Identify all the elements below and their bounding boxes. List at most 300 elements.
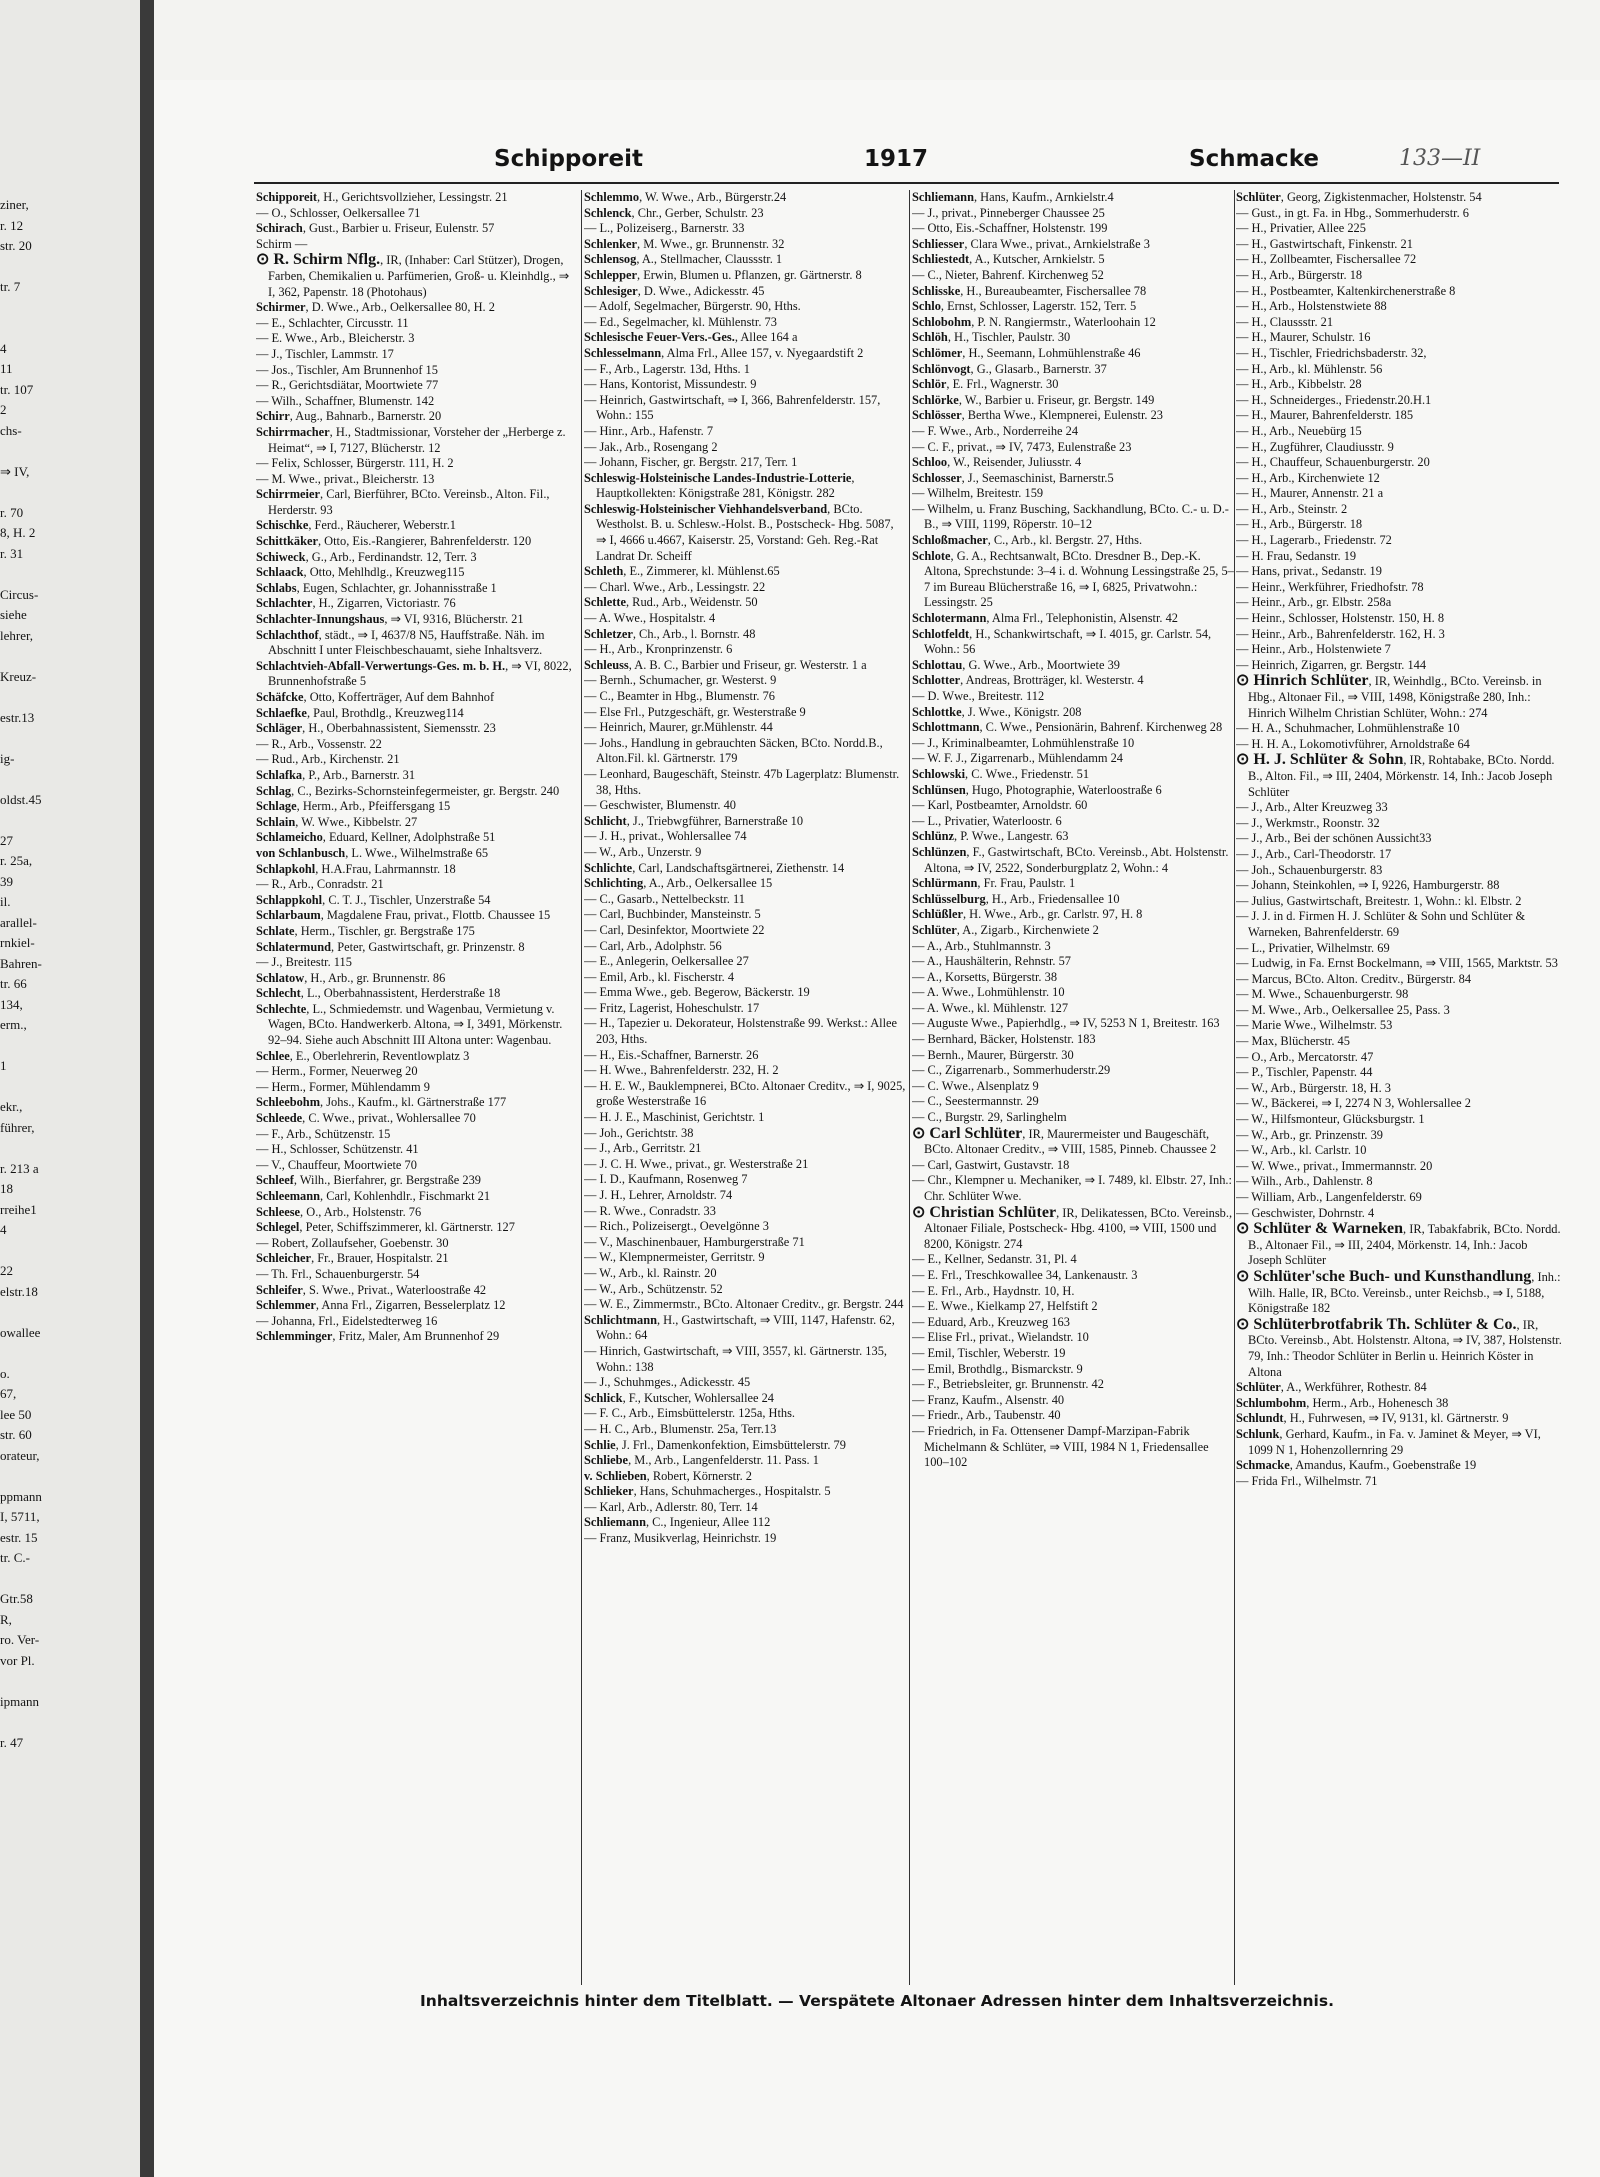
directory-entry: — W., Arb., Bürgerstr. 18, H. 3 — [1236, 1080, 1392, 1095]
directory-entry: Schlick, F., Kutscher, Wohlersallee 24 — [584, 1390, 775, 1405]
directory-entry: — H., Maurer, Schulstr. 16 — [1236, 330, 1371, 345]
directory-entry: — I. D., Kaufmann, Rosenweg 7 — [584, 1172, 748, 1187]
directory-entry: Schlegel, Peter, Schiffszimmerer, kl. Gärtnerstr. 127 — [256, 1220, 515, 1235]
directory-entry: — Julius, Gastwirtschaft, Breitestr. 1, Wohn.: kl. Elbstr. 2 — [1236, 893, 1522, 908]
directory-entry: — H. H. A., Lokomotivführer, Arnoldstraße 64 — [1236, 736, 1470, 751]
fragment-line: orateur, — [0, 1447, 40, 1463]
fragment-line — [0, 564, 60, 585]
directory-entry: Schleede, C. Wwe., privat., Wohlersallee 70 — [256, 1111, 476, 1126]
fragment-line: 4 — [0, 340, 7, 356]
directory-entry: — Friedrich, in Fa. Ottensener Dampf-Marzipan-Fabrik Michelmann & Schlüter, ⇒ VIII, 1984 N 1, Friedensallee 100–102 — [912, 1423, 1209, 1470]
fragment-line — [0, 298, 60, 319]
directory-entry: Schlöh, H., Tischler, Paulstr. 30 — [912, 330, 1071, 345]
fragment-line: owallee — [0, 1324, 41, 1340]
directory-entry: — Otto, Eis.-Schaffner, Holstenstr. 199 — [912, 221, 1108, 236]
directory-entry: — Robert, Zollaufseher, Goebenstr. 30 — [256, 1235, 449, 1250]
directory-entry: — F., Arb., Schützenstr. 15 — [256, 1126, 391, 1141]
directory-entry: Schlichtmann, H., Gastwirtschaft, ⇒ VIII, 1147, Hafenstr. 62, Wohn.: 64 — [584, 1312, 895, 1343]
column-divider — [909, 190, 910, 1985]
fragment-line — [0, 646, 60, 667]
directory-entry: Schittkäker, Otto, Eis.-Rangierer, Bahrenfelderstr. 120 — [256, 534, 532, 549]
directory-entry: — C., Beamter in Hbg., Blumenstr. 76 — [584, 689, 776, 703]
directory-entry: — Heinr., Arb., gr. Elbstr. 258a — [1236, 595, 1392, 610]
directory-entry: Schlecht, L., Oberbahnassistent, Herderstraße 18 — [256, 986, 501, 1001]
fragment-line: ekr., — [0, 1099, 23, 1114]
directory-entry: Schirach, Gust., Barbier u. Friseur, Eulenstr. 57 — [256, 221, 495, 236]
directory-entry: Schleuss, A. B. C., Barbier und Friseur, gr. Westerstr. 1 a — [584, 657, 867, 672]
fragment-line — [0, 687, 60, 708]
directory-entry: — E. Frl., Arb., Haydnstr. 10, H. — [912, 1283, 1075, 1298]
fragment-line: ⇒ IV, — [0, 463, 30, 479]
directory-entry: Schlachtvieh-Abfall-Verwertungs-Ges. m. b. H., ⇒ VI, 8022, Brunnenhofstraße 5 — [256, 658, 572, 689]
directory-entry: — Carl, Arb., Adolphstr. 56 — [584, 938, 722, 953]
directory-entry: — Hinr., Arb., Hafenstr. 7 — [584, 423, 714, 438]
column-divider — [581, 190, 582, 1985]
fragment-line: Gtr.58 — [0, 1591, 33, 1606]
directory-entry: ⊙ R. Schirm Nflg., IR, (Inhaber: Carl Stützer), Drogen, Farben, Chemikalien u. Parfümerien, Groß- u. Kleinhdlg., ⇒ I, 362, Papenstr. 18 (Photohaus) — [256, 251, 570, 299]
directory-entry: — M. Wwe., Arb., Oelkersallee 25, Pass. 3 — [1236, 1002, 1450, 1017]
directory-entry: — H., Maurer, Annenstr. 21 a — [1236, 486, 1384, 501]
directory-entry: Schlabs, Eugen, Schlachter, gr. Johannisstraße 1 — [256, 580, 497, 595]
fragment-line: ipmann — [0, 1693, 39, 1709]
header-year: 1917 — [864, 146, 929, 172]
directory-entry: Schleswig-Holsteinische Landes-Industrie-Lotterie, Hauptkollekten: Königstraße 281, Königstr. 282 — [584, 470, 855, 501]
directory-entry: — Fritz, Lagerist, Hoheschulstr. 17 — [584, 1000, 760, 1015]
directory-entry: — H., Schlosser, Schützenstr. 41 — [256, 1142, 419, 1157]
directory-entry: — C., Seestermannstr. 29 — [912, 1094, 1039, 1109]
directory-entry: — Th. Frl., Schauenburgerstr. 54 — [256, 1266, 420, 1281]
directory-entry: Schlüsselburg, H., Arb., Friedensallee 10 — [912, 891, 1120, 906]
fragment-line: 2 — [0, 402, 7, 417]
directory-entry: — Eduard, Arb., Kreuzweg 163 — [912, 1314, 1070, 1329]
fragment-line: lehrer, — [0, 627, 34, 643]
directory-entry: — H., Arb., Bürgerstr. 18 — [1236, 267, 1363, 282]
fragment-line: str. 20 — [0, 238, 32, 253]
directory-entry: Schlichte, Carl, Landschaftsgärtnerei, Ziethenstr. 14 — [584, 860, 845, 875]
directory-entry: Schleese, O., Arb., Holstenstr. 76 — [256, 1204, 422, 1219]
fragment-line: siehe — [0, 607, 27, 622]
fragment-line — [0, 769, 60, 790]
directory-entry: ⊙ Schlüterbrotfabrik Th. Schlüter & Co., IR, BCto. Vereinsb., Abt. Holstenstr. Altona, ⇒ IV, 387, Holstenstr. 79, Inh.: Theodor Schlüter in Berlin u. Heinrich Köster in Altona — [1236, 1315, 1562, 1379]
directory-entry: — W. F. J., Zigarrenarb., Mühlendamm 24 — [912, 751, 1123, 766]
directory-entry: — Carl, Gastwirt, Gustavstr. 18 — [912, 1157, 1070, 1172]
directory-entry: — A. Wwe., Lohmühlenstr. 10 — [912, 985, 1065, 1000]
directory-entry: Schlette, Rud., Arb., Weidenstr. 50 — [584, 595, 758, 610]
directory-entry: Schlappkohl, C. T. J., Tischler, Unzerstraße 54 — [256, 892, 491, 907]
directory-entry: — Carl, Buchbinder, Mansteinstr. 5 — [584, 907, 761, 922]
directory-entry: — H., Lagerarb., Friedenstr. 72 — [1236, 533, 1392, 548]
directory-entry: — Auguste Wwe., Papierhdlg., ⇒ IV, 5253 N 1, Breitestr. 163 — [912, 1016, 1220, 1031]
directory-entry: — M. Wwe., Schauenburgerstr. 98 — [1236, 987, 1409, 1002]
directory-entry: — W., Arb., kl. Carlstr. 10 — [1236, 1143, 1367, 1158]
directory-entry: — F. C., Arb., Eimsbüttelerstr. 125a, Hths. — [584, 1406, 796, 1421]
directory-entry: Schlottke, J. Wwe., Königstr. 208 — [912, 704, 1082, 719]
directory-entry: ⊙ Christian Schlüter, IR, Delikatessen, BCto. Vereinsb., Altonaer Filiale, Postscheck- Hbg. 4100, ⇒ VIII, 1500 und 8200, Königstr. 274 — [912, 1203, 1233, 1251]
directory-entry: Schlowski, C. Wwe., Friedenstr. 51 — [912, 766, 1090, 781]
directory-entry: — H., Tischler, Friedrichsbaderstr. 32, — [1236, 345, 1427, 360]
fragment-line: ppmann — [0, 1488, 42, 1504]
directory-entry: Schlesische Feuer-Vers.-Ges., Allee 164 a — [584, 330, 798, 345]
fragment-line — [0, 318, 60, 339]
directory-entry: ⊙ Carl Schlüter, IR, Maurermeister und Baugeschäft, BCto. Altonaer Creditv., ⇒ VIII, 1585, Pinneb. Chaussee 2 — [912, 1124, 1217, 1157]
directory-entry: — V., Chauffeur, Moortwiete 70 — [256, 1157, 417, 1172]
fragment-line — [0, 482, 60, 503]
header-first-entry: Schipporeit — [494, 146, 644, 172]
directory-entry: — C. Wwe., Alsenplatz 9 — [912, 1078, 1039, 1093]
directory-entry: — H., Arb., Kibbelstr. 28 — [1236, 377, 1362, 392]
directory-entry: — Max, Blücherstr. 45 — [1236, 1034, 1350, 1049]
directory-entry: — Joh., Gerichtstr. 38 — [584, 1125, 694, 1140]
directory-entry: Schipporeit, H., Gerichtsvollzieher, Lessingstr. 21 — [256, 190, 508, 204]
fragment-line — [0, 1302, 60, 1323]
directory-entry: — J., privat., Pinneberger Chaussee 25 — [912, 205, 1105, 220]
directory-entry: Schleef, Wilh., Bierfahrer, gr. Bergstraße 239 — [256, 1173, 481, 1188]
directory-entry: — Franz, Musikverlag, Heinrichstr. 19 — [584, 1531, 777, 1546]
directory-entry: — A. Wwe., kl. Mühlenstr. 127 — [912, 1000, 1069, 1015]
directory-entry: — H., Arb., kl. Mühlenstr. 56 — [1236, 361, 1383, 376]
binding-shadow — [140, 0, 154, 2177]
directory-entry: — Wilh., Schaffner, Blumenstr. 142 — [256, 393, 435, 408]
directory-entry: — H., Privatier, Allee 225 — [1236, 221, 1366, 236]
directory-entry: ⊙ Hinrich Schlüter, IR, Weinhdlg., BCto. Vereinsb. in Hbg., Altonaer Fil., ⇒ VIII, 1498, Königstraße 280, Inh.: Hinrich Wilhelm Christian Schlüter, Wohn.: 274 — [1236, 672, 1542, 720]
fragment-line: tr. C.- — [0, 1550, 30, 1565]
fragment-line: 8, H. 2 — [0, 525, 36, 540]
directory-entry: — Bernhard, Bäcker, Holstenstr. 183 — [912, 1032, 1096, 1047]
fragment-line: 18 — [0, 1181, 13, 1196]
directory-entry: — F., Arb., Lagerstr. 13d, Hths. 1 — [584, 361, 750, 376]
directory-entry: — Ed., Segelmacher, kl. Mühlenstr. 73 — [584, 314, 777, 329]
directory-entry: — Marcus, BCto. Alton. Creditv., Bürgerstr. 84 — [1236, 971, 1472, 986]
directory-entry: Schirmer, D. Wwe., Arb., Oelkersallee 80, H. 2 — [256, 300, 495, 315]
directory-entry: — William, Arb., Langenfelderstr. 69 — [1236, 1190, 1422, 1204]
directory-entry: Schlotfeldt, H., Schankwirtschaft, ⇒ I. 4015, gr. Carlstr. 54, Wohn.: 56 — [912, 626, 1212, 657]
directory-entry: — W., Arb., gr. Prinzenstr. 39 — [1236, 1127, 1383, 1142]
directory-entry: Schletzer, Ch., Arb., l. Bornstr. 48 — [584, 626, 756, 641]
directory-entry: Schischke, Ferd., Räucherer, Weberstr.1 — [256, 518, 456, 533]
header-rule — [254, 182, 1559, 184]
directory-entry: Schlage, Herm., Arb., Pfeiffersgang 15 — [256, 799, 451, 814]
directory-entry: — H. Wwe., Bahrenfelderstr. 232, H. 2 — [584, 1063, 779, 1078]
directory-entry: — C. F., privat., ⇒ IV, 7473, Eulenstraße 23 — [912, 439, 1132, 454]
fragment-line: Kreuz- — [0, 668, 37, 684]
directory-entry: Schlachthof, städt., ⇒ I, 4637/8 N5, Hauffstraße. Näh. im Abschnitt I unter Fleischbeschauamt, siehe Inhaltsverz. — [256, 627, 545, 658]
column-4 — [1236, 190, 1564, 2010]
directory-entry: — E., Anlegerin, Oelkersallee 27 — [584, 954, 749, 969]
directory-entry: Schlottmann, C. Wwe., Pensionärin, Bahrenf. Kirchenweg 28 — [912, 720, 1223, 735]
directory-entry: — Jos., Tischler, Am Brunnenhof 15 — [256, 362, 438, 377]
directory-entry: Schlömer, H., Seemann, Lohmühlenstraße 46 — [912, 345, 1141, 360]
directory-entry: — Chr., Klempner u. Mechaniker, ⇒ I. 7489, kl. Elbstr. 27, Inh.: Chr. Schlüter Wwe. — [912, 1173, 1232, 1203]
fragment-line — [0, 1343, 60, 1364]
directory-entry: — Leonhard, Baugeschäft, Steinstr. 47b Lagerplatz: Blumenstr. 38, Hths. — [584, 766, 900, 797]
directory-entry: — J., Schuhmges., Adickesstr. 45 — [584, 1375, 751, 1390]
directory-entry: — Heinr., Arb., Holstenwiete 7 — [1236, 642, 1391, 657]
directory-entry: — Emma Wwe., geb. Begerow, Bäckerstr. 19 — [584, 985, 810, 1000]
directory-entry: — O., Schlosser, Oelkersallee 71 — [256, 205, 421, 220]
directory-entry: — R. Wwe., Conradstr. 33 — [584, 1203, 716, 1218]
directory-entry: Schlemmo, W. Wwe., Arb., Bürgerstr.24 — [584, 190, 787, 204]
directory-entry: — Rud., Arb., Kirchenstr. 21 — [256, 752, 400, 767]
directory-entry: — Joh., Schauenburgerstr. 83 — [1236, 862, 1383, 877]
column-2 — [584, 190, 906, 2010]
directory-entry: Schlatermund, Peter, Gastwirtschaft, gr. Prinzenstr. 8 — [256, 939, 525, 954]
directory-entry: Schlapkohl, H.A.Frau, Lahrmannstr. 18 — [256, 861, 456, 876]
directory-entry: — W. E., Zimmermstr., BCto. Altonaer Creditv., gr. Bergstr. 244 — [584, 1297, 904, 1312]
directory-entry: Schirrmacher, H., Stadtmissionar, Vorsteher der „Herberge z. Heimat“, ⇒ I, 7127, Blücherstr. 12 — [256, 424, 566, 455]
directory-entry: — Elise Frl., privat., Wielandstr. 10 — [912, 1330, 1089, 1345]
directory-entry: — Johann, Fischer, gr. Bergstr. 217, Terr. 1 — [584, 455, 798, 470]
fragment-line: erm., — [0, 1017, 27, 1032]
directory-entry: Schlürmann, Fr. Frau, Paulstr. 1 — [912, 876, 1076, 891]
directory-entry: — Heinr., Schlosser, Holstenstr. 150, H. 8 — [1236, 611, 1445, 626]
fragment-line: arallel- — [0, 914, 37, 930]
directory-entry: — M. Wwe., privat., Bleicherstr. 13 — [256, 471, 435, 486]
fragment-line: 27 — [0, 832, 13, 848]
directory-entry: — H. E. W., Bauklempnerei, BCto. Altonaer Creditv., ⇒ I, 9025, große Westerstraße 16 — [584, 1078, 906, 1109]
directory-entry: Schlunk, Gerhard, Kaufm., in Fa. v. Jaminet & Meyer, ⇒ VI, 1099 N 1, Hohenzollernring 29 — [1236, 1426, 1541, 1457]
fragment-line: R, — [0, 1611, 12, 1627]
directory-entry: — Johann, Steinkohlen, ⇒ I, 9226, Hamburgerstr. 88 — [1236, 878, 1500, 893]
directory-entry: Schliemann, C., Ingenieur, Allee 112 — [584, 1515, 771, 1530]
directory-entry: — Adolf, Segelmacher, Bürgerstr. 90, Hths. — [584, 299, 801, 314]
directory-entry: — H., Zugführer, Claudiusstr. 9 — [1236, 439, 1394, 454]
directory-entry: Schliebe, M., Arb., Langenfelderstr. 11. Pass. 1 — [584, 1453, 819, 1468]
directory-entry: Schlemmer, Anna Frl., Zigarren, Besselerplatz 12 — [256, 1298, 506, 1313]
directory-entry: — E., Schlachter, Circusstr. 11 — [256, 315, 409, 330]
column-1 — [256, 190, 578, 2010]
directory-entry: — J. H., Lehrer, Arnoldstr. 74 — [584, 1188, 733, 1202]
directory-entry: Schloo, W., Reisender, Juliusstr. 4 — [912, 455, 1082, 470]
directory-entry: Schlosser, J., Seemaschinist, Barnerstr.5 — [912, 470, 1114, 485]
fragment-line: tr. 66 — [0, 976, 27, 991]
directory-entry: — Emil, Brothdlg., Bismarckstr. 9 — [912, 1361, 1083, 1376]
directory-entry: — O., Arb., Mercatorstr. 47 — [1236, 1049, 1374, 1064]
directory-entry: — Johanna, Frl., Eidelstedterweg 16 — [256, 1313, 438, 1328]
directory-entry: — J., Breitestr. 115 — [256, 955, 352, 970]
directory-entry: — J. C. H. Wwe., privat., gr. Westerstraße 21 — [584, 1156, 809, 1171]
directory-entry: — Marie Wwe., Wilhelmstr. 53 — [1236, 1018, 1393, 1033]
fragment-line: ro. Ver- — [0, 1632, 40, 1647]
directory-entry: Schlörke, W., Barbier u. Friseur, gr. Bergstr. 149 — [912, 392, 1155, 407]
fragment-line: 11 — [0, 361, 13, 376]
fragment-line: r. 12 — [0, 217, 24, 233]
fragment-line: r. 47 — [0, 1734, 24, 1750]
directory-entry: Schlüßler, H. Wwe., Arb., gr. Carlstr. 97, H. 8 — [912, 907, 1143, 922]
directory-entry: — Bernh., Schumacher, gr. Westerst. 9 — [584, 673, 777, 688]
directory-entry: — Hans, Kontorist, Missundestr. 9 — [584, 377, 757, 392]
directory-entry: Schlain, W. Wwe., Kibbelstr. 27 — [256, 814, 418, 829]
directory-entry: — W., Arb., Schützenstr. 52 — [584, 1281, 723, 1296]
directory-entry: — Ludwig, in Fa. Ernst Bockelmann, ⇒ VIII, 1565, Marktstr. 53 — [1236, 956, 1558, 971]
fragment-line: estr. 15 — [0, 1529, 38, 1545]
directory-entry: — Rich., Polizeisergt., Oevelgönne 3 — [584, 1219, 769, 1234]
directory-entry: Schlundt, H., Fuhrwesen, ⇒ IV, 9131, kl. Gärtnerstr. 9 — [1236, 1411, 1509, 1426]
directory-entry: Schlotter, Andreas, Brotträger, kl. Westerstr. 4 — [912, 673, 1144, 688]
directory-entry: Schlaefke, Paul, Brothdlg., Kreuzweg114 — [256, 705, 464, 720]
directory-entry: — Heinrich, Gastwirtschaft, ⇒ I, 366, Bahrenfelderstr. 157, Wohn.: 155 — [584, 392, 881, 423]
directory-entry: — Herm., Former, Neuerweg 20 — [256, 1064, 418, 1079]
directory-entry: Schlo, Ernst, Schlosser, Lagerstr. 152, Terr. 5 — [912, 299, 1137, 314]
column-3 — [912, 190, 1234, 2010]
directory-entry: — H. A., Schuhmacher, Lohmühlenstraße 10 — [1236, 721, 1460, 736]
fragment-line: 39 — [0, 873, 13, 889]
fragment-line: elstr.18 — [0, 1283, 38, 1299]
fragment-line — [0, 810, 60, 831]
directory-entry: — H., Claussstr. 21 — [1236, 314, 1334, 329]
directory-entry: — H., Zollbeamter, Fischersallee 72 — [1236, 252, 1417, 267]
directory-entry: — H., Arb., Kronprinzenstr. 6 — [584, 642, 733, 657]
directory-entry: Schlote, G. A., Rechtsanwalt, BCto. Dresdner B., Dep.-K. Altona, Sprechstunde: 3–4 i. d. Wohnung Lessingstraße 25, 5–7 im Bureau Blücherstraße 16, ⇒ I, 6825, Privatwohn.: Lessingstr. 25 — [912, 548, 1234, 610]
directory-entry: Schlesselmann, Alma Frl., Allee 157, v. Nyegaardstift 2 — [584, 345, 864, 360]
directory-entry: — Heinr., Werkführer, Friedhofstr. 78 — [1236, 579, 1424, 594]
directory-entry: — J., Arb., Alter Kreuzweg 33 — [1236, 800, 1388, 815]
directory-entry: — Heinr., Arb., Bahrenfelderstr. 162, H. 3 — [1236, 626, 1445, 641]
directory-entry: — J., Arb., Bei der schönen Aussicht33 — [1236, 831, 1432, 846]
directory-entry: — A., Haushälterin, Rehnstr. 57 — [912, 954, 1071, 969]
fragment-line: rreihe1 — [0, 1201, 37, 1217]
directory-entry: — F. Wwe., Arb., Norderreihe 24 — [912, 423, 1079, 438]
directory-entry: — Felix, Schlosser, Bürgerstr. 111, H. 2 — [256, 456, 454, 471]
directory-entry: Schleth, E., Zimmerer, kl. Mühlenst.65 — [584, 564, 780, 579]
directory-entry: — Geschwister, Blumenstr. 40 — [584, 798, 736, 813]
directory-entry: — Hans, privat., Sedanstr. 19 — [1236, 564, 1382, 579]
directory-entry: Schmacke, Amandus, Kaufm., Goebenstraße 19 — [1236, 1458, 1477, 1473]
directory-entry: — C., Burgstr. 29, Sarlinghelm — [912, 1110, 1067, 1125]
fragment-line — [0, 1138, 60, 1159]
directory-entry: — Karl, Postbeamter, Arnoldstr. 60 — [912, 798, 1088, 813]
page-number: 133—II — [1399, 146, 1481, 171]
column-divider — [1234, 190, 1235, 1985]
directory-entry: Schleicher, Fr., Brauer, Hospitalstr. 21 — [256, 1251, 449, 1266]
directory-entry: — J., Kriminalbeamter, Lohmühlenstraße 10 — [912, 735, 1135, 750]
fragment-line: 67, — [0, 1386, 17, 1401]
directory-entry: Schlüter, A., Werkführer, Rothestr. 84 — [1236, 1380, 1427, 1395]
directory-entry: — L., Privatier, Wilhelmstr. 69 — [1236, 940, 1390, 955]
directory-entry: — Bernh., Maurer, Bürgerstr. 30 — [912, 1047, 1074, 1062]
directory-entry: Schlünzen, F., Gastwirtschaft, BCto. Vereinsb., Abt. Holstenstr. Altona, ⇒ IV, 2522, Sonderburgplatz 2, Wohn.: 4 — [912, 844, 1229, 875]
directory-entry: Schlie, J. Frl., Damenkonfektion, Eimsbüttelerstr. 79 — [584, 1437, 846, 1452]
directory-entry: Schlatow, H., Arb., gr. Brunnenstr. 86 — [256, 970, 446, 985]
directory-entry: — Geschwister, Dohrnstr. 4 — [1236, 1205, 1375, 1220]
fragment-line: Circus- — [0, 586, 39, 602]
directory-entry: Schlönvogt, G., Glasarb., Barnerstr. 37 — [912, 361, 1107, 376]
fragment-line: estr.13 — [0, 709, 35, 725]
directory-entry: — A. Wwe., Hospitalstr. 4 — [584, 611, 716, 626]
fragment-line: 4 — [0, 1222, 7, 1237]
directory-entry: ⊙ H. J. Schlüter & Sohn, IR, Rohtabake, BCto. Nordd. B., Alton. Fil., ⇒ III, 2404, Mörkenstr. 14, Inh.: Jacob Joseph Schlüter — [1236, 751, 1555, 799]
directory-entry: — J. J. in d. Firmen H. J. Schlüter & Sohn und Schlüter & Warneken, Bahrenfelderstr. 69 — [1236, 909, 1526, 939]
directory-entry: Schliemann, Hans, Kaufm., Arnkielstr.4 — [912, 190, 1114, 204]
fragment-line: 1 — [0, 1058, 7, 1073]
directory-entry: Schlicht, J., Triebwgführer, Barnerstraße 10 — [584, 813, 804, 828]
fragment-line: r. 25a, — [0, 853, 33, 868]
directory-entry: — R., Arb., Conradstr. 21 — [256, 877, 384, 892]
directory-entry: — F., Betriebsleiter, gr. Brunnenstr. 42 — [912, 1377, 1104, 1392]
fragment-line: chs- — [0, 422, 22, 438]
directory-entry: — Else Frl., Putzgeschäft, gr. Westerstraße 9 — [584, 704, 806, 719]
directory-entry: Schlottau, G. Wwe., Arb., Moortwiete 39 — [912, 657, 1120, 672]
directory-entry: — Frida Frl., Wilhelmstr. 71 — [1236, 1473, 1378, 1488]
previous-page-fragment — [0, 195, 60, 1753]
directory-entry: — R., Arb., Vossenstr. 22 — [256, 736, 382, 751]
directory-entry: Schloßmacher, C., Arb., kl. Bergstr. 27, Hths. — [912, 533, 1143, 548]
fragment-line: rnkiel- — [0, 935, 35, 950]
fragment-line: str. 60 — [0, 1427, 32, 1442]
fragment-line: ziner, — [0, 197, 29, 212]
directory-entry: — V., Maschinenbauer, Hamburgerstraße 71 — [584, 1234, 805, 1249]
fragment-line: il. — [0, 894, 11, 909]
directory-entry: Schlachter, H., Zigarren, Victoriastr. 76 — [256, 596, 456, 611]
directory-entry: — E. Frl., Treschkowallee 34, Lankenaustr. 3 — [912, 1267, 1138, 1282]
directory-entry: Schläger, H., Oberbahnassistent, Siemensstr. 23 — [256, 721, 496, 736]
directory-entry: — H., Tapezier u. Dekorateur, Holstenstraße 99. Werkst.: Allee 203, Hths. — [584, 1016, 898, 1047]
directory-entry: — H., Gastwirtschaft, Finkenstr. 21 — [1236, 236, 1413, 251]
directory-entry: — Wilhelm, Breitestr. 159 — [912, 486, 1044, 501]
directory-entry: — Jak., Arb., Rosengang 2 — [584, 439, 718, 454]
fragment-line: 22 — [0, 1263, 13, 1278]
directory-entry: Schlör, E. Frl., Wagnerstr. 30 — [912, 377, 1059, 392]
fragment-line: Bahren- — [0, 955, 42, 971]
directory-entry: Schlumbohm, Herm., Arb., Hohenesch 38 — [1236, 1395, 1449, 1410]
directory-entry: — Hinrich, Gastwirtschaft, ⇒ VIII, 3557, kl. Gärtnerstr. 135, Wohn.: 138 — [584, 1343, 887, 1374]
directory-entry: — Wilhelm, u. Franz Busching, Sackhandlung, BCto. C.- u. D.-B., ⇒ VIII, 1199, Röperstr. 10–12 — [912, 501, 1229, 532]
directory-entry: — C., Nieter, Bahrenf. Kirchenweg 52 — [912, 267, 1104, 282]
directory-entry: — Emil, Arb., kl. Fischerstr. 4 — [584, 969, 735, 984]
directory-entry: — W. Wwe., privat., Immermannstr. 20 — [1236, 1158, 1433, 1173]
directory-entry: Schlieker, Hans, Schuhmacherges., Hospitalstr. 5 — [584, 1484, 831, 1499]
fragment-line: ig- — [0, 750, 15, 766]
directory-entry: — R., Gerichtsdiätar, Moortwiete 77 — [256, 378, 439, 393]
fragment-line: lee 50 — [0, 1406, 32, 1422]
page-header — [154, 80, 1584, 190]
fragment-line: 134, — [0, 996, 23, 1012]
fragment-line — [0, 1036, 60, 1057]
directory-entry: — H., Maurer, Bahrenfelderstr. 185 — [1236, 408, 1414, 423]
fragment-line: tr. 107 — [0, 381, 34, 397]
directory-entry: — W., Hilfsmonteur, Glücksburgstr. 1 — [1236, 1112, 1425, 1127]
directory-entry: Schlotermann, Alma Frl., Telephonistin, Alsenstr. 42 — [912, 611, 1179, 626]
directory-entry: — Gust., in gt. Fa. in Hbg., Sommerhuderstr. 6 — [1236, 205, 1470, 220]
directory-entry: — E., Kellner, Sedanstr. 31, Pl. 4 — [912, 1252, 1077, 1267]
directory-entry: von Schlanbusch, L. Wwe., Wilhelmstraße 65 — [256, 845, 489, 860]
directory-entry: — C., Zigarrenarb., Sommerhuderstr.29 — [912, 1063, 1111, 1078]
directory-entry: — D. Wwe., Breitestr. 112 — [912, 689, 1045, 703]
directory-entry: — E. Wwe., Kielkamp 27, Helfstift 2 — [912, 1299, 1098, 1314]
directory-page — [154, 80, 1600, 2177]
fragment-line — [0, 728, 60, 749]
directory-entry: Schleswig-Holsteinischer Viehhandelsverband, BCto. Westholst. B. u. Schlesw.-Holst. B., Postscheck- Hbg. 5087, ⇒ I, 4666 u.4667, Kaiserstr. 25, Vorstand: Geh. Reg.-Rat Landrat Dr. Scheiff — [584, 501, 894, 563]
directory-entry: ⊙ Schlüter'sche Buch- und Kunsthandlung, Inh.: Wilh. Halle, IR, BCto. Vereinsb., unter Reichsb., ⇒ I, 5188, Königstraße 182 — [1236, 1267, 1561, 1316]
directory-entry: — W., Arb., Unzerstr. 9 — [584, 844, 702, 859]
directory-entry: Schlee, E., Oberlehrerin, Reventlowplatz 3 — [256, 1048, 470, 1063]
directory-entry: — J. H., privat., Wohlersallee 74 — [584, 829, 747, 844]
directory-entry: Schlameicho, Eduard, Kellner, Adolphstraße 51 — [256, 830, 496, 845]
directory-entry: — L., Privatier, Waterloostr. 6 — [912, 813, 1062, 828]
directory-entry: — A., Arb., Stuhlmannstr. 3 — [912, 938, 1051, 953]
directory-entry: — H., Chauffeur, Schauenburgerstr. 20 — [1236, 455, 1430, 470]
directory-entry: Schlisske, H., Bureaubeamter, Fischersallee 78 — [912, 283, 1147, 298]
directory-entry: v. Schlieben, Robert, Körnerstr. 2 — [584, 1468, 752, 1483]
directory-entry: Schlobohm, P. N. Rangiermstr., Waterloohain 12 — [912, 314, 1156, 329]
directory-entry: — H., Arb., Steinstr. 2 — [1236, 501, 1348, 516]
directory-entry: — H. J. E., Maschinist, Gerichtstr. 1 — [584, 1110, 765, 1125]
fragment-line: tr. 7 — [0, 279, 21, 294]
fragment-line: r. 213 a — [0, 1160, 39, 1176]
directory-entry: — Heinrich, Maurer, gr.Mühlenstr. 44 — [584, 720, 773, 735]
directory-entry: — H., Arb., Bürgerstr. 18 — [1236, 517, 1363, 532]
directory-entry: Schlünsen, Hugo, Photographie, Waterloostraße 6 — [912, 782, 1162, 797]
directory-entry: Schlichting, A., Arb., Oelkersallee 15 — [584, 876, 773, 891]
